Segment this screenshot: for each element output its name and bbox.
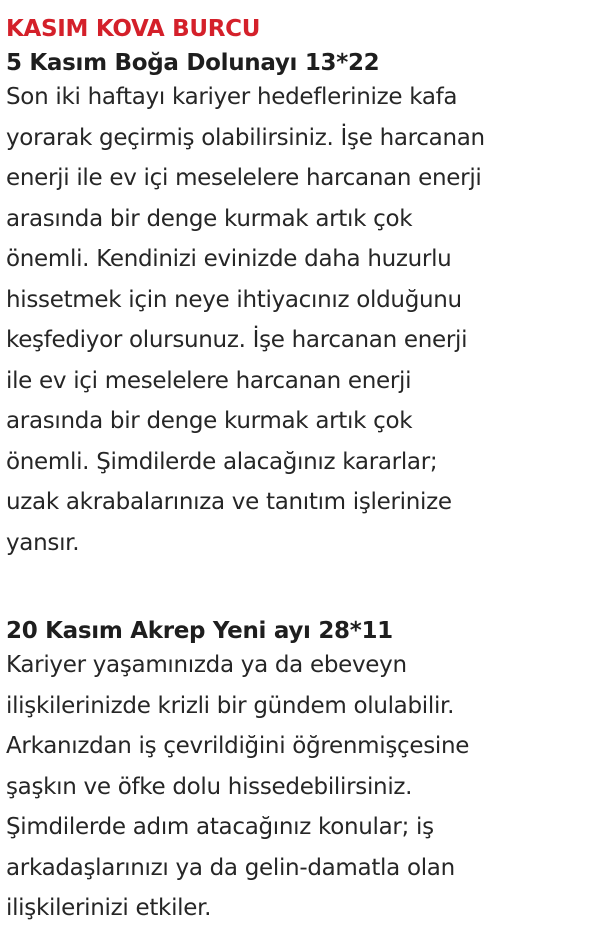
text-line: ilişkilerinizi etkiler. <box>6 895 212 921</box>
text-line: önemli. Kendinizi evinizde daha huzurlu <box>6 246 452 272</box>
text-line: yorarak geçirmiş olabilirsiniz. İşe harcanan <box>6 124 485 151</box>
text-line: ile ev içi meselelere harcanan enerji <box>6 367 412 394</box>
section-heading: 20 Kasım Akrep Yeni ayı 28*11 <box>6 618 393 644</box>
page-title: KASIM KOVA BURCU <box>6 16 261 42</box>
section-body <box>6 82 596 568</box>
text-line: yansır. <box>6 529 80 556</box>
text-line: şaşkın ve öfke dolu hissedebilirsiniz. <box>6 773 413 800</box>
text-line: arasında bir denge kurmak artık çok <box>6 408 413 434</box>
text-line: uzak akrabalarınıza ve tanıtım işlerinize <box>6 489 452 515</box>
section-spacer <box>6 568 596 616</box>
section-boga-dolunayi <box>6 48 596 568</box>
text-line: Kariyer yaşamınızda ya da ebeveyn <box>6 652 407 678</box>
text-line: arkadaşlarınızı ya da gelin-damatla olan <box>6 854 455 881</box>
text-line: Arkanızdan iş çevrildiğini öğrenmişçesine <box>6 733 470 759</box>
text-line: ilişkilerinizde krizli bir gündem olulabilir. <box>6 692 455 719</box>
text-line: Son iki haftayı kariyer hedeflerinize kafa <box>6 84 458 110</box>
text-line: arasında bir denge kurmak artık çok <box>6 205 413 232</box>
text-line: önemli. Şimdilerde alacağınız kararlar; <box>6 448 438 475</box>
text-line: hissetmek için neye ihtiyacınız olduğunu <box>6 286 462 313</box>
text-line: enerji ile ev içi meselelere harcanan enerji <box>6 165 482 191</box>
section-body <box>6 650 596 934</box>
text-line: keşfediyor olursunuz. İşe harcanan enerji <box>6 327 468 353</box>
horoscope-document <box>6 14 596 934</box>
text-line: Şimdilerde adım atacağınız konular; iş <box>6 814 434 840</box>
section-akrep-yeni-ayi <box>6 616 596 934</box>
section-heading: 5 Kasım Boğa Dolunayı 13*22 <box>6 50 380 76</box>
